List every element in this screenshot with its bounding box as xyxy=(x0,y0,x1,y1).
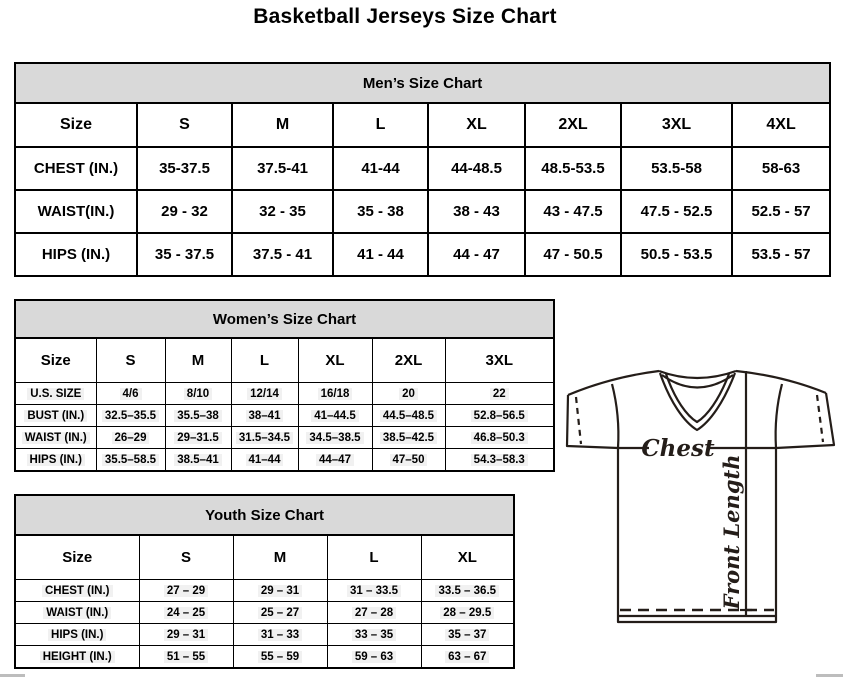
womens-size-label: Size xyxy=(15,338,96,383)
mens-row-label-hips: HIPS (IN.) xyxy=(15,233,137,276)
youth-cell: 29 – 31 xyxy=(139,624,233,646)
womens-col-header-xl: XL xyxy=(298,338,372,383)
mens-col-header-m: M xyxy=(232,103,333,147)
womens-cell: 35.5–38 xyxy=(165,405,231,427)
womens-cell: 22 xyxy=(445,383,554,405)
youth-cell: 35 – 37 xyxy=(421,624,514,646)
womens-col-header-s: S xyxy=(96,338,165,383)
mens-cell: 43 - 47.5 xyxy=(525,190,621,233)
mens-cell: 52.5 - 57 xyxy=(732,190,830,233)
youth-row-label-height: HEIGHT (IN.) xyxy=(15,646,139,669)
youth-col-header-xl: XL xyxy=(421,535,514,580)
youth-size-chart-table xyxy=(14,494,515,669)
womens-cell: 38.5–42.5 xyxy=(372,427,445,449)
mens-cell: 32 - 35 xyxy=(232,190,333,233)
jersey-body-outline xyxy=(618,448,776,622)
youth-row-label-hips: HIPS (IN.) xyxy=(15,624,139,646)
mens-cell: 38 - 43 xyxy=(428,190,525,233)
mens-col-header-l: L xyxy=(333,103,428,147)
mens-table-title: Men’s Size Chart xyxy=(15,63,830,103)
jersey-left-cuff-dashed-line xyxy=(576,397,581,444)
womens-cell: 26–29 xyxy=(96,427,165,449)
womens-cell: 4/6 xyxy=(96,383,165,405)
youth-col-header-m: M xyxy=(233,535,327,580)
womens-cell: 34.5–38.5 xyxy=(298,427,372,449)
mens-size-label: Size xyxy=(15,103,137,147)
horizontal-scrollbar-fragment-right[interactable] xyxy=(816,674,843,677)
jersey-collar-inner-curve xyxy=(662,375,733,388)
mens-size-chart-table xyxy=(14,62,831,277)
youth-col-header-l: L xyxy=(327,535,421,580)
womens-col-header-2xl: 2XL xyxy=(372,338,445,383)
jersey-right-cuff-dashed-line xyxy=(817,395,823,442)
mens-cell: 35-37.5 xyxy=(137,147,232,190)
jersey-collar-top-curve xyxy=(659,371,736,378)
jersey-vneck-inner xyxy=(666,374,729,422)
womens-col-header-l: L xyxy=(231,338,298,383)
womens-cell: 54.3–58.3 xyxy=(445,449,554,472)
mens-waist-row xyxy=(15,190,830,233)
womens-table-title: Women’s Size Chart xyxy=(15,300,554,338)
youth-cell: 51 – 55 xyxy=(139,646,233,669)
youth-cell: 27 – 28 xyxy=(327,602,421,624)
mens-size-header-row xyxy=(15,103,830,147)
youth-cell: 25 – 27 xyxy=(233,602,327,624)
youth-size-header-row xyxy=(15,535,514,580)
youth-cell: 29 – 31 xyxy=(233,580,327,602)
womens-cell: 16/18 xyxy=(298,383,372,405)
youth-cell: 55 – 59 xyxy=(233,646,327,669)
womens-size-header-row xyxy=(15,338,554,383)
womens-cell: 44–47 xyxy=(298,449,372,472)
jersey-left-armhole-seam xyxy=(612,384,618,448)
mens-col-header-s: S xyxy=(137,103,232,147)
womens-us-size-row xyxy=(15,383,554,405)
youth-size-label: Size xyxy=(15,535,139,580)
mens-cell: 37.5-41 xyxy=(232,147,333,190)
mens-cell: 44 - 47 xyxy=(428,233,525,276)
womens-cell: 38.5–41 xyxy=(165,449,231,472)
womens-col-header-m: M xyxy=(165,338,231,383)
mens-cell: 35 - 37.5 xyxy=(137,233,232,276)
youth-cell: 24 – 25 xyxy=(139,602,233,624)
mens-cell: 53.5-58 xyxy=(621,147,732,190)
youth-hips-row xyxy=(15,624,514,646)
mens-cell: 44-48.5 xyxy=(428,147,525,190)
womens-hips-row xyxy=(15,449,554,472)
mens-table-header-row xyxy=(15,63,830,103)
womens-cell: 32.5–35.5 xyxy=(96,405,165,427)
womens-row-label-hips: HIPS (IN.) xyxy=(15,449,96,472)
youth-chest-row xyxy=(15,580,514,602)
womens-bust-row xyxy=(15,405,554,427)
mens-cell: 47.5 - 52.5 xyxy=(621,190,732,233)
jersey-right-sleeve xyxy=(776,393,834,448)
womens-col-header-3xl: 3XL xyxy=(445,338,554,383)
youth-cell: 63 – 67 xyxy=(421,646,514,669)
womens-cell: 41–44.5 xyxy=(298,405,372,427)
mens-row-label-waist: WAIST(IN.) xyxy=(15,190,137,233)
mens-cell: 41 - 44 xyxy=(333,233,428,276)
horizontal-scrollbar-fragment-left[interactable] xyxy=(0,674,25,677)
mens-cell: 29 - 32 xyxy=(137,190,232,233)
womens-cell: 52.8–56.5 xyxy=(445,405,554,427)
front-length-measurement-label: Front Length xyxy=(719,454,744,610)
mens-hips-row xyxy=(15,233,830,276)
womens-cell: 20 xyxy=(372,383,445,405)
youth-row-label-chest: CHEST (IN.) xyxy=(15,580,139,602)
youth-cell: 31 – 33 xyxy=(233,624,327,646)
youth-cell: 33.5 – 36.5 xyxy=(421,580,514,602)
youth-waist-row xyxy=(15,602,514,624)
mens-cell: 58-63 xyxy=(732,147,830,190)
mens-chest-row xyxy=(15,147,830,190)
womens-cell: 47–50 xyxy=(372,449,445,472)
mens-cell: 35 - 38 xyxy=(333,190,428,233)
womens-cell: 38–41 xyxy=(231,405,298,427)
womens-cell: 29–31.5 xyxy=(165,427,231,449)
womens-cell: 8/10 xyxy=(165,383,231,405)
mens-cell: 37.5 - 41 xyxy=(232,233,333,276)
mens-row-label-chest: CHEST (IN.) xyxy=(15,147,137,190)
mens-col-header-4xl: 4XL xyxy=(732,103,830,147)
youth-cell: 33 – 35 xyxy=(327,624,421,646)
youth-height-row xyxy=(15,646,514,669)
womens-row-label-us-size: U.S. SIZE xyxy=(15,383,96,405)
womens-cell: 46.8–50.3 xyxy=(445,427,554,449)
youth-cell: 59 – 63 xyxy=(327,646,421,669)
womens-cell: 12/14 xyxy=(231,383,298,405)
page-title: Basketball Jerseys Size Chart xyxy=(253,5,557,28)
youth-cell: 28 – 29.5 xyxy=(421,602,514,624)
mens-cell: 53.5 - 57 xyxy=(732,233,830,276)
mens-cell: 41-44 xyxy=(333,147,428,190)
womens-cell: 41–44 xyxy=(231,449,298,472)
mens-col-header-2xl: 2XL xyxy=(525,103,621,147)
womens-waist-row xyxy=(15,427,554,449)
womens-cell: 35.5–58.5 xyxy=(96,449,165,472)
youth-table-title: Youth Size Chart xyxy=(15,495,514,535)
womens-cell: 31.5–34.5 xyxy=(231,427,298,449)
jersey-outline xyxy=(567,371,834,622)
mens-cell: 48.5-53.5 xyxy=(525,147,621,190)
womens-row-label-bust: BUST (IN.) xyxy=(15,405,96,427)
womens-row-label-waist: WAIST (IN.) xyxy=(15,427,96,449)
youth-table-header-row xyxy=(15,495,514,535)
womens-size-chart-table xyxy=(14,299,555,472)
jersey-measurement-diagram xyxy=(556,360,843,632)
jersey-left-sleeve xyxy=(567,395,618,448)
mens-col-header-3xl: 3XL xyxy=(621,103,732,147)
youth-row-label-waist: WAIST (IN.) xyxy=(15,602,139,624)
jersey-right-armhole-seam xyxy=(776,384,782,448)
youth-cell: 27 – 29 xyxy=(139,580,233,602)
youth-cell: 31 – 33.5 xyxy=(327,580,421,602)
chest-measurement-label: Chest xyxy=(641,435,715,462)
mens-cell: 50.5 - 53.5 xyxy=(621,233,732,276)
youth-col-header-s: S xyxy=(139,535,233,580)
womens-cell: 44.5–48.5 xyxy=(372,405,445,427)
mens-col-header-xl: XL xyxy=(428,103,525,147)
mens-cell: 47 - 50.5 xyxy=(525,233,621,276)
womens-table-header-row xyxy=(15,300,554,338)
